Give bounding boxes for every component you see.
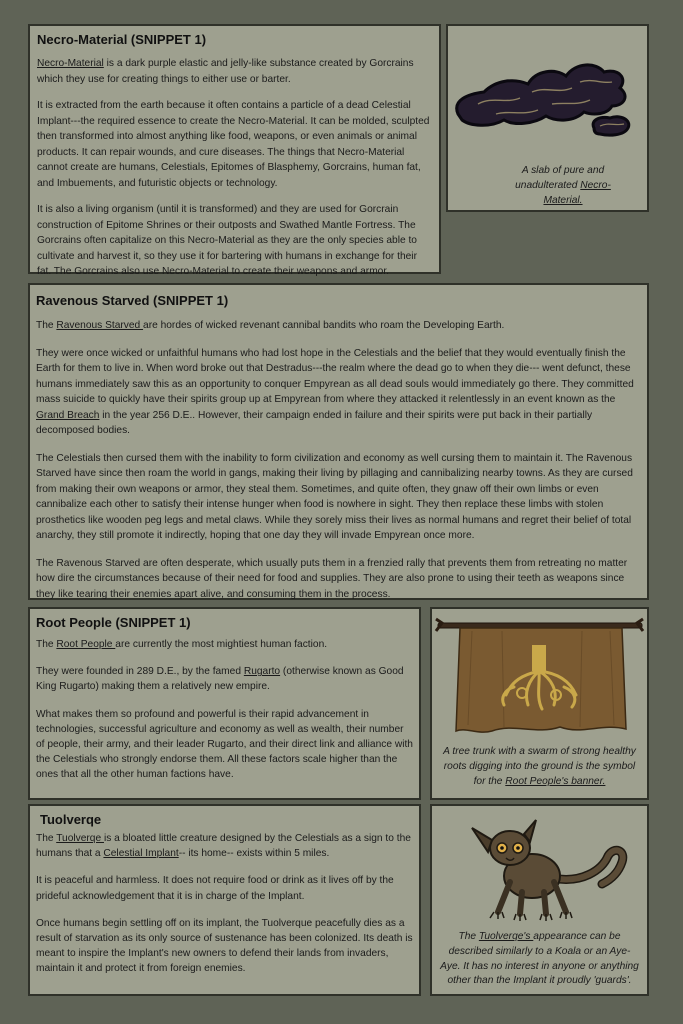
necro-material-panel <box>28 24 441 277</box>
tuolverqe-paragraph-2: It is peaceful and harmless. It does not require food or drink as it lives off by the prideful acknowledgement that it is in charge of the Implant. <box>36 875 394 902</box>
necro-material-title: Necro-Material (SNIPPET 1) <box>37 32 207 47</box>
ravenous-starved-link[interactable]: Ravenous Starved <box>56 320 144 331</box>
necro-material-paragraph-3: It is also a living organism (until it is transformed) and they are used for Gorcrain construction of Epitome Shrines or their outposts and Swathed Mantle Fortress. The Gorcrains often capitalize on this Necro-Material as they are the only species able to cultivate and harvest it, so they use it for bartering with humans in exchange for their fat. The Gorcrains also use Necro-Material to create their weapons and armor. <box>37 204 417 277</box>
root-people-banner-panel <box>430 607 649 800</box>
tuolverqe-caption: The Tuolverqe's appearance can be described similarly to a Koala or an Aye-Aye. It has no interest in anyone or anything other than the Implant it proudly 'guards'. <box>440 931 639 987</box>
root-people-banner-link[interactable]: Root People's banner. <box>505 775 606 787</box>
necro-material-link[interactable]: Necro-Material <box>37 58 104 69</box>
tuolverqe-image-panel <box>430 804 649 996</box>
grand-breach-link[interactable]: Grand Breach <box>36 409 100 421</box>
tuolverqe-paragraph-3: Once humans begin settling off on its implant, the Tuolverque peacefully dies as a result of starvation as its only source of sustenance has been colonized. Its death is meant to inspire the Implant's new owners to defend their lands from invaders, maintain it and protect it from foreign enemies. <box>36 917 413 975</box>
necro-material-caption: A slab of pure and unadulterated Necro-Material. <box>515 165 611 206</box>
tuolverqe-creature-illustration <box>432 808 647 928</box>
tuolverqe-paragraph-1: The Tuolverqe is a bloated little creature designed by the Celestials as a sign to the humans that a Celestial Implant-- its home-- exists within 5 miles. <box>36 833 411 860</box>
root-people-title: Root People (SNIPPET 1) <box>36 615 191 630</box>
necro-material-paragraph-2: It is extracted from the earth because it often contains a particle of a dead Celestial Implant---the required essence to create the Necro-Material. It can be molded, sculpted then transformed into almost anything like food, weapons, or even animals or animal products. It can repair wounds, and cure diseases. The things that Necro-Material cannot create are humans, Celestials, Epitomes of Blasphemy, Gorcrains, human fat, and Imbuements, and futuristic objects or technology. <box>37 100 430 189</box>
tuolverqe-link[interactable]: Tuolverqe <box>56 833 104 844</box>
root-people-caption: A tree trunk with a swarm of strong healthy roots digging into the ground is the symbol for the Root People's banner. <box>443 746 636 787</box>
necro-material-caption-link[interactable]: Necro-Material. <box>543 179 611 206</box>
celestial-implant-link[interactable]: Celestial Implant <box>103 848 179 860</box>
ravenous-starved-paragraph-4: The Ravenous Starved are often desperate, which usually puts them in a frenzied rally that prevents them from retreating no matter how dire the circumstances because of their need for food and supplies. They are also prone to using their teeth as weapons since they like tearing their enemies apart alive, and consuming them in the process. <box>36 557 628 600</box>
root-people-link[interactable]: Root People <box>56 639 116 650</box>
rugarto-link[interactable]: Rugarto <box>243 666 281 678</box>
root-people-paragraph-2: They were founded in 289 D.E., by the famed Rugarto (otherwise known as Good King Rugarto) making them a relatively new empire. <box>36 666 404 693</box>
necro-material-paragraph-1: Necro-Material is a dark purple elastic and jelly-like substance created by Gorcrains which they use for creating things to either use or barter. <box>37 58 414 85</box>
ravenous-starved-title: Ravenous Starved (SNIPPET 1) <box>36 293 229 308</box>
ravenous-starved-paragraph-1: The Ravenous Starved are hordes of wicked revenant cannibal bandits who roam the Developing Earth. <box>36 320 505 331</box>
necro-material-slab-illustration <box>448 32 647 162</box>
root-people-panel <box>28 607 421 800</box>
ravenous-starved-paragraph-3: The Celestials then cursed them with the inability to form civilization and economy as well cursing them to maintain it. The Ravenous Starved have since then roam the world in gangs, making their living by pillaging and cannibalizing nearby towns. As they are cursed from making their own weapons or armor, they steal them. Sometimes, and quite often, they gnaw off their own limbs or even cannibalize each other to satisfy their intense hunger when food is nowhere in sight. They then replace these limbs with stolen prosthetics like wooden peg legs and metal claws. While they sorely miss their lives as normal humans and regret their belief of total anarchy, they still promote it indirectly, hoping that one day they will invade Empyrean once more. <box>36 452 633 541</box>
root-people-paragraph-1: The Root People are currently the most mightiest human faction. <box>36 639 328 650</box>
ravenous-starved-panel <box>28 283 649 600</box>
tuolverqe-caption-link[interactable]: Tuolverqe's <box>478 931 534 942</box>
root-people-paragraph-3: What makes them so profound and powerful is their rapid advancement in technologies, successful agriculture and economy as well as wealth, their number of people, their army, and their leader Rugarto, and their direct link and alliance with the Celestials who strongly endorse them. All these factors scale higher than the ones that all the other human factions have. <box>36 708 413 781</box>
ravenous-starved-paragraph-2: They were once wicked or unfaithful humans who had lost hope in the Celestials and the belief that they would eventually finish the Earth for them to live in. When word broke out that Destradus---the realm where the dead go to when they die--- went defunct, these humans immediately saw this as an opportunity to conquer Empyrean as all dead souls would immediately go there. They committed mass suicide to quickly have their spirits group up at Empyrean from where they attacked it relentlessly in an event known as the Grand Breach in the year 256 D.E.. However, their campaign ended in failure and their spirits were put back in their partially decomposed bodies. <box>36 347 634 436</box>
necro-material-image-panel <box>446 24 649 212</box>
tuolverqe-panel <box>28 804 421 996</box>
tuolverqe-title: Tuolverqe <box>40 812 102 827</box>
root-people-banner-illustration <box>432 609 647 744</box>
